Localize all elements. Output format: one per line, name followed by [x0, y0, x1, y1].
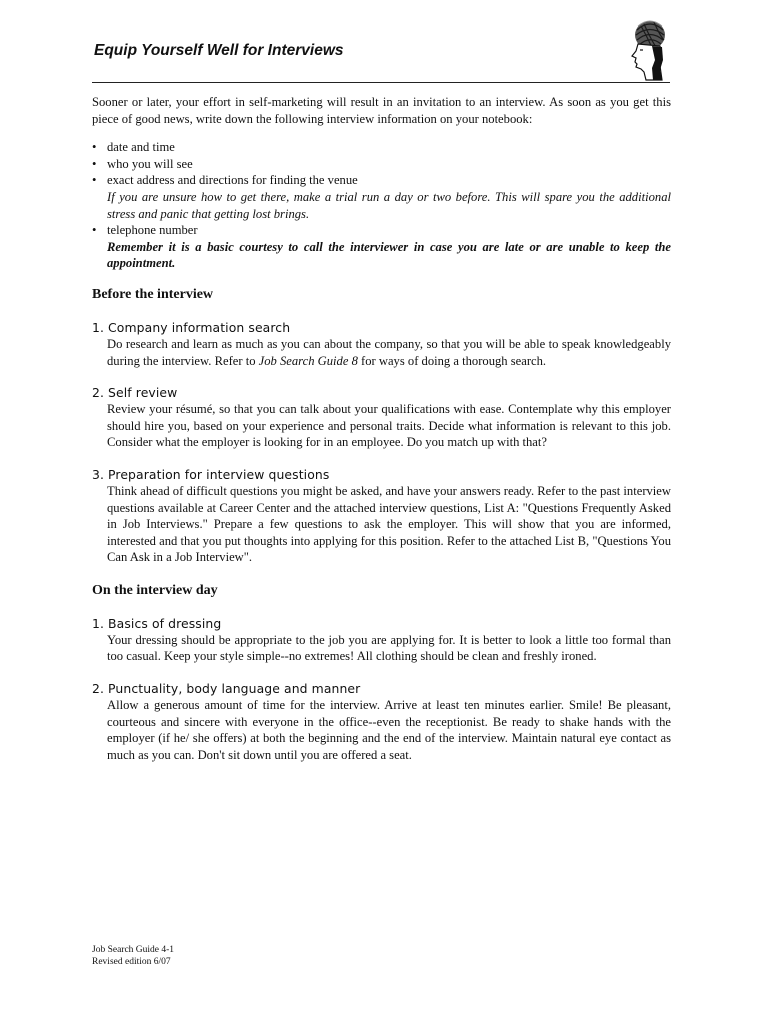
list-item: [92, 156, 671, 173]
bullet: •: [92, 156, 97, 171]
courtesy-reminder-note: Remember it is a basic courtesy to call the interviewer in case you are late or are unable to keep the appointment.: [107, 239, 671, 271]
list-item-text: who you will see: [107, 156, 193, 171]
list-item: [92, 139, 671, 156]
before-item-self-review: [92, 385, 671, 451]
intro-paragraph: Sooner or later, your effort in self-marketing will result in an invitation to an interview. As soon as you get this piece of good news, write down the following interview information on your notebook:: [92, 95, 671, 126]
item-body: Think ahead of difficult questions you might be asked, and have your answers ready. Refer to the past interview questions available at Career Center and the attached interview questions, List A: "Questions Frequently Asked in Job Interviews." Prepare a few questions to ask the employer. This will show that you are informed, interested and that you put thoughts into applying for this position. Refer to the attached List B, "Questions You Can Ask in a Job Interview".: [107, 483, 671, 565]
list-item: [92, 222, 671, 272]
item-heading: 3. Preparation for interview questions: [92, 466, 330, 482]
footer-revision: Revised edition 6/07: [92, 957, 171, 967]
bullet: •: [92, 223, 97, 238]
bullet: •: [92, 173, 97, 188]
page-title: Equip Yourself Well for Interviews: [94, 42, 344, 59]
item-body: Your dressing should be appropriate to the job you are applying for. It is better to look a little too formal than too casual. Keep your style simple--no extremes! All clothing should be clean and freshly ironed.: [107, 632, 671, 664]
head-silhouette-icon: [624, 16, 668, 82]
document-body: [92, 94, 671, 763]
item-heading: 1. Company information search: [92, 319, 291, 335]
day-item-punctuality: [92, 681, 671, 763]
item-heading: 2. Self review: [92, 385, 178, 401]
item-body: Review your résumé, so that you can talk about your qualifications with ease. Contemplate why this employer should hire you, based on your experience and personal traits. Decide what information is relevant to this job. Consider what the employer is looking for in an employee. Do you match up with that?: [107, 402, 671, 450]
list-item-text: telephone number: [107, 223, 198, 238]
item-heading: 1. Basics of dressing: [92, 615, 222, 631]
item-body-text: Do research and learn as much as you can about the company, so that you will be able to speak knowledgeably during the interview. Refer to: [107, 336, 671, 368]
section-heading-before: Before the interview: [92, 286, 214, 302]
page-footer: [92, 944, 174, 968]
day-item-dressing: [92, 616, 671, 665]
item-body: [92, 336, 671, 369]
job-search-guide-reference: Job Search Guide 8: [258, 353, 358, 368]
page-header: [92, 42, 670, 83]
section-heading-interview-day: On the interview day: [92, 582, 218, 598]
before-item-company-search: [92, 320, 671, 369]
list-item-text: exact address and directions for finding the venue: [107, 173, 358, 188]
venue-tip-note: If you are unsure how to get there, make a trial run a day or two before. This will spare you the additional stress and panic that getting lost brings.: [107, 189, 671, 221]
footer-guide-number: Job Search Guide 4-1: [92, 945, 175, 955]
list-item: [92, 172, 671, 222]
bullet: •: [92, 140, 97, 155]
item-body-text: for ways of doing a thorough search.: [357, 353, 547, 368]
before-item-question-prep: [92, 467, 671, 566]
interview-info-list: [92, 139, 671, 272]
item-heading: 2. Punctuality, body language and manner: [92, 681, 361, 697]
item-body: Allow a generous amount of time for the interview. Arrive at least ten minutes earlier. Smile! Be pleasant, courteous and sincere with everyone in the office--even the receptionist. Be ready to shake hands with the employer (if he/ she offers) at both the beginning and the end of the interview. Maintain natural eye contact as much as you can. Don't sit down until you are offered a seat.: [107, 698, 671, 762]
list-item-text: date and time: [107, 140, 175, 155]
